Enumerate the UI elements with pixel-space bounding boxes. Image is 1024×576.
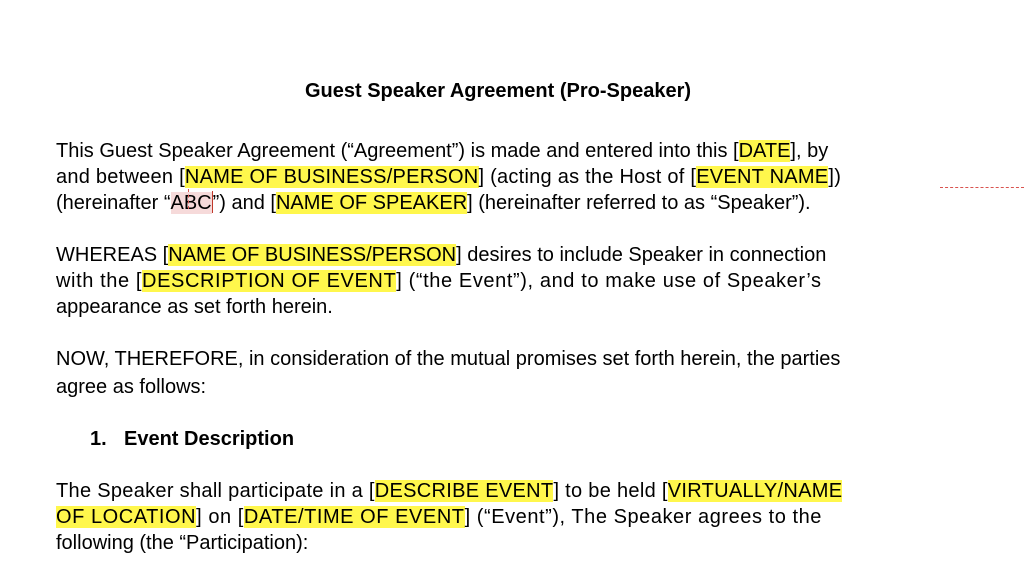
placeholder-business-name[interactable]: NAME OF BUSINESS/PERSON	[184, 166, 479, 188]
text: ], by	[790, 140, 829, 162]
text: ] to be held [	[553, 480, 668, 502]
text: The Speaker shall participate in a [	[56, 480, 375, 502]
text: ] (acting as the Host of [	[478, 166, 697, 188]
paragraph-4-line-2	[56, 504, 940, 530]
paragraph-3-line-2: agree as follows:	[56, 376, 207, 398]
track-change-marker	[188, 189, 189, 209]
text: WHEREAS [	[56, 244, 169, 266]
section-title: Event Description	[124, 428, 295, 450]
paragraph-4-line-3: following (the “Participation):	[56, 532, 309, 554]
placeholder-event-description[interactable]: DESCRIPTION OF EVENT	[142, 270, 397, 292]
placeholder-speaker-name[interactable]: NAME OF SPEAKER	[275, 192, 468, 214]
text: ”) and [	[212, 192, 276, 214]
placeholder-event-name[interactable]: EVENT NAME	[696, 166, 829, 188]
text: ] on [	[196, 506, 244, 528]
selected-text-abc[interactable]: ABC	[170, 192, 212, 214]
paragraph-4-line-1	[56, 478, 940, 504]
paragraph-2-line-2	[56, 268, 940, 294]
placeholder-date-time[interactable]: DATE/TIME OF EVENT	[243, 506, 465, 528]
text: ] (“Event”), The Speaker agrees to the	[464, 506, 822, 528]
paragraph-2-line-1	[56, 242, 940, 268]
placeholder-date[interactable]: DATE	[738, 140, 791, 162]
paragraph-1-line-2	[56, 164, 940, 190]
section-number: 1.	[90, 428, 107, 450]
text: ] (“the Event”), and to make use of Speaker’s	[396, 270, 822, 292]
placeholder-location[interactable]: VIRTUALLY/NAME	[667, 480, 843, 502]
placeholder-describe-event[interactable]: DESCRIBE EVENT	[374, 480, 554, 502]
text: ] (hereinafter referred to as “Speaker”).	[467, 192, 811, 214]
text: and between [	[56, 166, 185, 188]
section-1-heading	[90, 426, 294, 452]
text: ] desires to include Speaker in connection	[456, 244, 827, 266]
paragraph-3-line-1: NOW, THEREFORE, in consideration of the mutual promises set forth herein, the parties	[56, 348, 841, 370]
paragraph-2-line-3: appearance as set forth herein.	[56, 296, 333, 318]
text: (hereinafter “	[56, 192, 171, 214]
document-title: Guest Speaker Agreement (Pro-Speaker)	[304, 80, 692, 102]
text: ])	[828, 166, 842, 188]
text: with the [	[56, 270, 143, 292]
placeholder-business-name[interactable]: NAME OF BUSINESS/PERSON	[168, 244, 457, 266]
text: This Guest Speaker Agreement (“Agreement”) is made and entered into this [	[56, 140, 739, 162]
track-change-connector	[940, 187, 1024, 188]
paragraph-1-line-1	[56, 138, 940, 164]
placeholder-location-cont[interactable]: OF LOCATION	[56, 506, 197, 528]
